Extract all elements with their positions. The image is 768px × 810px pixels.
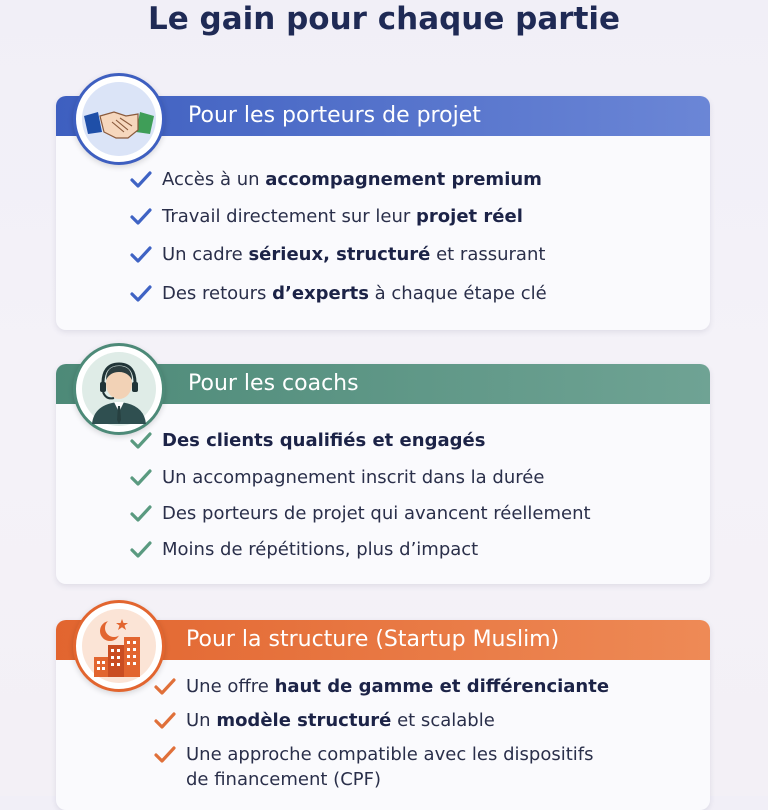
section-card-structure: Pour la structure (Startup Muslim) Une offre haut de gamme et différenciante Un modèle structuré et scalable Une approche compatible avec les dispositifs de financement (CPF) — [56, 620, 710, 810]
check-icon — [130, 468, 152, 488]
check-icon — [130, 504, 152, 524]
section-card-coachs: Pour les coachs Des clients qualifiés et engagés Un accompagnement inscrit dans la durée Des porteurs de projet qui avancent réellement Moins de répétitions, plus d’impact — [56, 364, 710, 584]
check-icon — [130, 245, 152, 265]
section-title: Pour la structure (Startup Muslim) — [186, 627, 560, 652]
handshake-icon — [73, 73, 165, 165]
check-icon — [130, 284, 152, 304]
section-card-porteurs: Pour les porteurs de projet Accès à un accompagnement premium Travail directement sur leur projet réel Un cadre sérieux, structuré et rassurant Des retours d’experts à chaque étape clé — [56, 96, 710, 330]
check-icon — [154, 745, 176, 765]
check-icon — [130, 431, 152, 451]
check-icon — [130, 540, 152, 560]
page-title: Le gain pour chaque partie — [147, 1, 621, 37]
crescent-buildings-icon — [73, 600, 165, 692]
section-title: Pour les coachs — [188, 371, 359, 396]
section-title: Pour les porteurs de projet — [188, 103, 481, 128]
coach-headset-icon — [73, 343, 165, 435]
check-icon — [130, 170, 152, 190]
check-icon — [130, 207, 152, 227]
check-icon — [154, 711, 176, 731]
